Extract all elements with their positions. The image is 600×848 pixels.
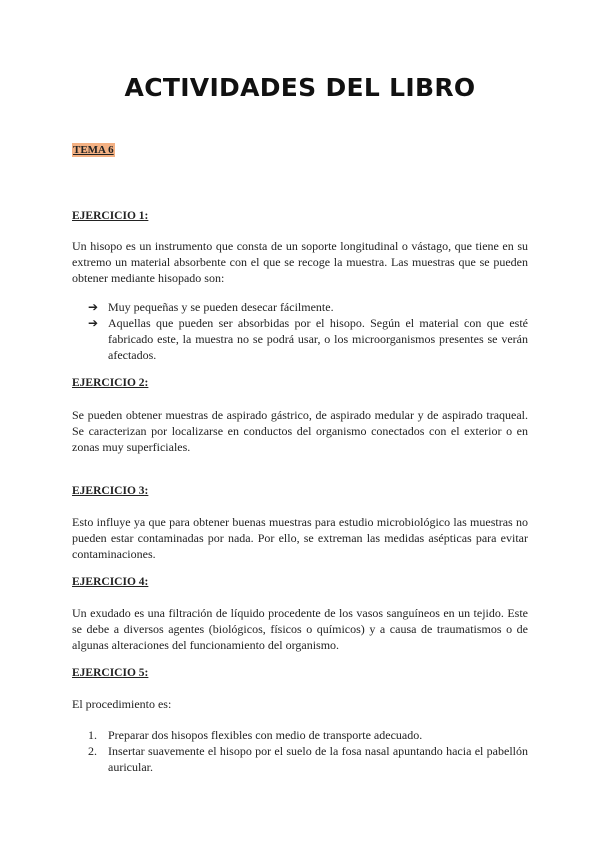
list-item-text: Aquellas que pueden ser absorbidas por el hisopo. Según el material con que esté fabricado este, la muestra no se podrá usar, o los microorganismos presentes se verán afectados. [108,316,528,362]
exercise-2-text: Se pueden obtener muestras de aspirado gástrico, de aspirado medular y de aspirado traqueal. Se caracterizan por localizarse en conductos del organismo conectados con el exterior o en zonas muy superficiales. [72,408,528,454]
heading-colon: : [144,377,149,389]
exercise-4-heading [72,576,148,588]
exercise-2-heading-text: EJERCICIO 2 [72,377,145,389]
exercise-3-heading [72,485,148,497]
exercise-4-heading-text: EJERCICIO 4 [72,576,145,588]
list-item [88,743,528,775]
list-item-text: Muy pequeñas y se pueden desecar fácilmente. [108,300,334,314]
exercise-1-heading-text: EJERCICIO 1 [72,210,145,222]
list-item [88,315,528,363]
list-item [88,299,528,315]
page-title: ACTIVIDADES DEL LIBRO [124,73,476,102]
list-item [88,727,528,743]
heading-colon: : [144,576,149,588]
exercise-5-heading [72,667,148,679]
exercise-1-text: Un hisopo es un instrumento que consta de un soporte longitudinal o vástago, que tiene en su extremo un material absorbente con el que se recoge la muestra. Las muestras que se pueden obtener mediante hisopado son: [72,239,528,285]
list-item-text: Insertar suavemente el hisopo por el suelo de la fosa nasal apuntando hacia el pabellón auricular. [108,744,528,774]
arrow-bullet-icon: ➔ [88,316,99,330]
exercise-2-heading [72,377,148,389]
exercise-1-bullet-list [88,299,528,363]
step-number: 1. [88,728,97,742]
topic-label: TEMA 6 [73,144,114,156]
exercise-3-text: Esto influye ya que para obtener buenas muestras para estudio microbiológico las muestras no pueden estar contaminadas por nada. Por ello, se extreman las medidas asépticas para evitar contaminaciones. [72,515,528,561]
exercise-5-step-list [88,727,528,775]
exercise-3-heading-text: EJERCICIO 3 [72,485,145,497]
exercise-4-text: Un exudado es una filtración de líquido procedente de los vasos sanguíneos en un tejido. Este se debe a diversos agentes (biológicos, físicos o químicos) y a causa de traumatismos o de algunas alteraciones del funcionamiento del organismo. [72,606,528,652]
exercise-5-heading-text: EJERCICIO 5 [72,667,145,679]
heading-colon: : [144,485,149,497]
heading-colon: : [144,667,149,679]
exercise-5-text: El procedimiento es: [72,697,172,711]
step-number: 2. [88,744,97,758]
heading-colon: : [144,210,149,222]
list-item-text: Preparar dos hisopos flexibles con medio de transporte adecuado. [108,728,423,742]
arrow-bullet-icon: ➔ [88,300,99,314]
exercise-1-heading [72,210,148,222]
